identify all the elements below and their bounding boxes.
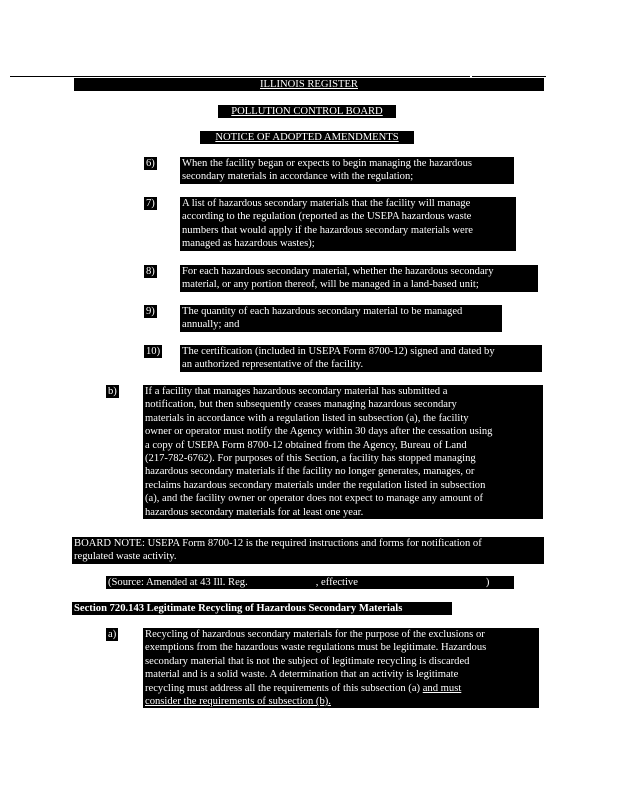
notice-title: NOTICE OF ADOPTED AMENDMENTS [200, 131, 414, 144]
paragraph-line: hazardous secondary materials if the facility no longer generates, manages, or [145, 466, 475, 478]
paragraph-line: secondary material that is not the subject of legitimate recycling is discarded [145, 655, 470, 667]
paragraph-line: notification, but then subsequently ceases managing hazardous secondary [145, 399, 457, 411]
item-line: numbers that would apply if the hazardous secondary materials were [182, 224, 473, 236]
source-line [106, 576, 514, 589]
paragraph-line: materials in accordance with a regulation listed in subsection (a), the facility [145, 412, 469, 424]
item-line: The quantity of each hazardous secondary material to be managed [182, 306, 463, 317]
item-number: 10) [146, 346, 161, 357]
board-note-line: regulated waste activity. [74, 551, 177, 563]
item-line: managed as hazardous wastes); [182, 238, 315, 250]
item-7-text [180, 197, 516, 251]
item-number: 7) [146, 198, 155, 209]
section-heading: Section 720.143 Legitimate Recycling of Hazardous Secondary Materials [72, 602, 452, 615]
added-text-line: consider the requirements of subsection (b). [145, 696, 331, 708]
source-prefix: (Source: Amended at 43 Ill. Reg. [108, 577, 248, 588]
item-line: For each hazardous secondary material, whether the hazardous secondary [182, 266, 494, 277]
item-number: 6) [146, 158, 155, 169]
subsection-b-text [143, 385, 543, 519]
subsection-a-number: a) [108, 629, 117, 640]
item-8-text [180, 265, 538, 292]
subsection-a-text [143, 628, 539, 708]
item-10-text [180, 345, 542, 372]
item-line: When the facility began or expects to begin managing the hazardous [182, 158, 473, 169]
paragraph-line: exemptions from the hazardous waste regulations must be legitimate. Hazardous [145, 642, 487, 654]
board-note [72, 537, 544, 564]
paragraph-line: a copy of USEPA Form 8700-12 obtained from the Agency, Bureau of Land [145, 439, 467, 451]
paragraph-line: Recycling of hazardous secondary materials for the purpose of the exclusions or [145, 629, 485, 640]
paragraph-line: hazardous secondary materials for at least one year. [145, 506, 364, 518]
paragraph-line: (217-782-6762). For purposes of this Section, a facility has stopped managing [145, 453, 476, 465]
item-number: 8) [146, 266, 155, 277]
item-9-text [180, 305, 502, 332]
header-rule [10, 76, 470, 77]
item-line: material, or any portion thereof, will be managed in a land-based unit; [182, 279, 479, 291]
item-6-text [180, 157, 514, 184]
register-title: ILLINOIS REGISTER [74, 78, 544, 91]
board-note-line: BOARD NOTE: USEPA Form 8700-12 is the required instructions and forms for notification of [74, 538, 482, 549]
item-line: according to the regulation (reported as the USEPA hazardous waste [182, 211, 472, 223]
board-title: POLLUTION CONTROL BOARD [218, 105, 396, 118]
item-line: secondary materials in accordance with the regulation; [182, 171, 414, 183]
source-suffix: ) [485, 577, 490, 588]
paragraph-line: If a facility that manages hazardous secondary material has submitted a [145, 386, 448, 397]
item-line: The certification (included in USEPA Form 8700-12) signed and dated by [182, 346, 495, 357]
subsection-b-number: b) [108, 386, 117, 397]
paragraph-line: material and is a solid waste. A determination that an activity is legitimate [145, 669, 459, 681]
item-line: annually; and [182, 319, 240, 331]
source-middle: , effective [315, 577, 358, 588]
header-rule-right [472, 76, 546, 77]
paragraph-line: owner or operator must notify the Agency within 30 days after the cessation using [145, 426, 493, 438]
item-number: 9) [146, 306, 155, 317]
paragraph-line: (a), and the facility owner or operator does not expect to manage any amount of [145, 493, 483, 505]
paragraph-line: reclaims hazardous secondary materials under the regulation listed in subsection [145, 479, 486, 491]
added-text: and must [422, 682, 462, 694]
item-line: an authorized representative of the facility. [182, 359, 364, 371]
paragraph-line [145, 682, 537, 695]
paragraph-line-text: recycling must address all the requirements of this subsection (a) [145, 682, 421, 694]
item-line: A list of hazardous secondary materials that the facility will manage [182, 198, 471, 209]
